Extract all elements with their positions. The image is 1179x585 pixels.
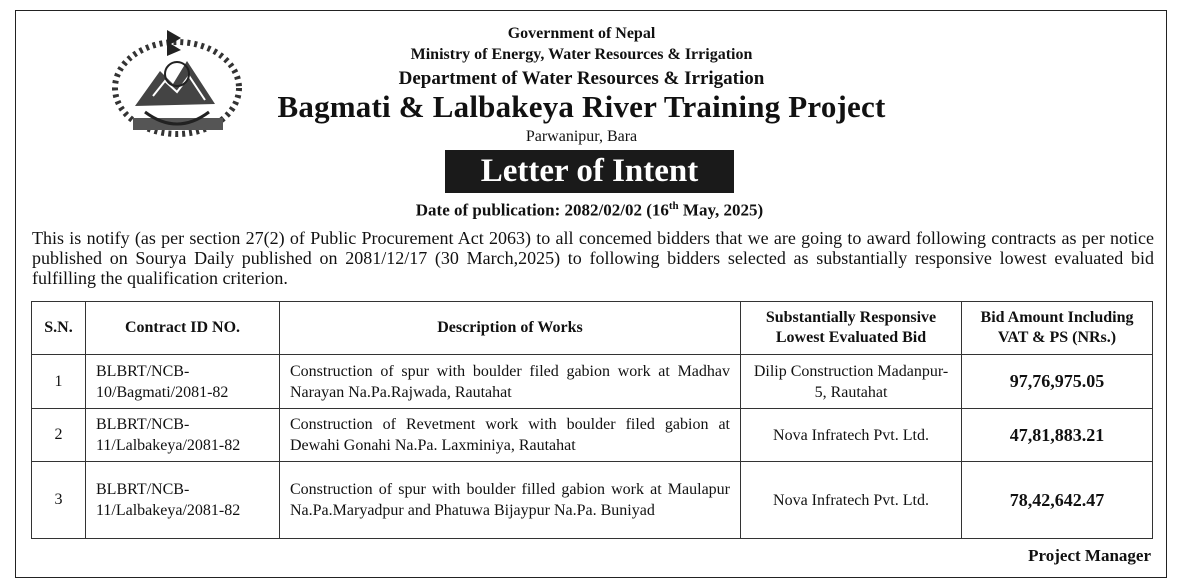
- project-title: Bagmati & Lalbakeya River Training Project: [277, 89, 886, 124]
- header-description: Description of Works: [280, 302, 741, 355]
- cell-sn: 1: [32, 355, 86, 409]
- header-bidder: Substantially Responsive Lowest Evaluated Bid: [741, 302, 962, 355]
- cell-description: Construction of Revetment work with boulder filed gabion at Dewahi Gonahi Na.Pa. Laxminiya, Rautahat: [280, 409, 741, 462]
- cell-bidder: Dilip Construction Madanpur-5, Rautahat: [741, 355, 962, 409]
- table-row: [32, 355, 1153, 409]
- cell-sn: 2: [32, 409, 86, 462]
- letter-title: Letter of Intent: [445, 150, 734, 193]
- cell-amount: 47,81,883.21: [962, 409, 1153, 462]
- header-amount: Bid Amount Including VAT & PS (NRs.): [962, 302, 1153, 355]
- cell-description: Construction of spur with boulder filed gabion work at Madhav Narayan Na.Pa.Rajwada, Rautahat: [280, 355, 741, 409]
- notice-paragraph: This is notify (as per section 27(2) of Public Procurement Act 2063) to all concemed bidders that we are going to award following contracts as per notice published on Sourya Daily published on 2081/12/17 (30 March,2025) to following bidders selected as substantially responsive lowest evaluated bid fulfilling the qualification criterion.: [32, 228, 1154, 288]
- header-contract-id: Contract ID NO.: [86, 302, 280, 355]
- cell-description: Construction of spur with boulder filled gabion work at Maulapur Na.Pa.Maryadpur and Phatuwa Bijaypur Na.Pa. Buniyad: [280, 462, 741, 539]
- cell-bidder: Nova Infratech Pvt. Ltd.: [741, 462, 962, 539]
- contracts-table: [31, 301, 1153, 539]
- cell-contract-id: BLBRT/NCB-11/Lalbakeya/2081-82: [86, 462, 280, 539]
- signature-project-manager: Project Manager: [1028, 546, 1151, 565]
- cell-amount: 97,76,975.05: [962, 355, 1153, 409]
- table-header-row: [32, 302, 1153, 355]
- header-sn: S.N.: [32, 302, 86, 355]
- cell-sn: 3: [32, 462, 86, 539]
- ministry-heading: Ministry of Energy, Water Resources & Irrigation: [410, 46, 753, 63]
- table-row: [32, 409, 1153, 462]
- government-heading: Government of Nepal: [507, 25, 656, 42]
- cell-contract-id: BLBRT/NCB-10/Bagmati/2081-82: [86, 355, 280, 409]
- department-heading: Department of Water Resources & Irrigation: [398, 68, 765, 89]
- table-row: [32, 462, 1153, 539]
- project-location: Parwanipur, Bara: [525, 128, 638, 145]
- publication-date: Date of publication: 2082/02/02 (16th May, 2025): [415, 200, 764, 220]
- cell-contract-id: BLBRT/NCB-11/Lalbakeya/2081-82: [86, 409, 280, 462]
- cell-bidder: Nova Infratech Pvt. Ltd.: [741, 409, 962, 462]
- cell-amount: 78,42,642.47: [962, 462, 1153, 539]
